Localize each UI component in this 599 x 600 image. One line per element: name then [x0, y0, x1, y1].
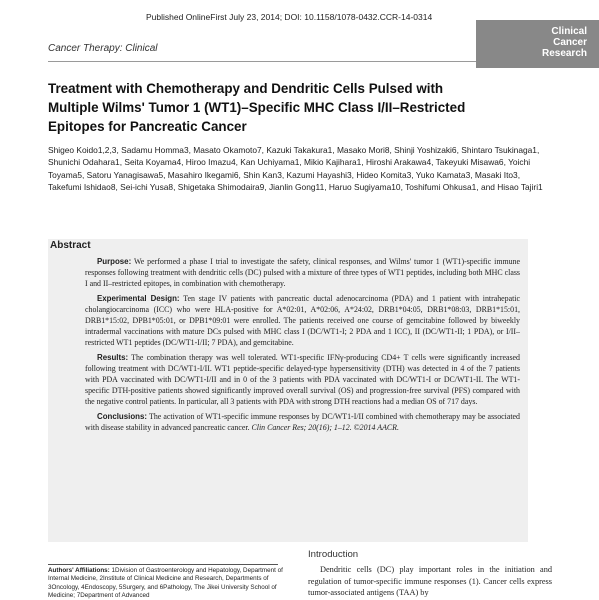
results-text: The combination therapy was well tolerated. WT1-specific IFNγ-producing CD4+ T cells were significantly increased following treatment with DC/WT1-I/II. WT1 peptide-specific delayed-type hypersensitivity (DTH) was detected in 4 of the 7 patients with PDA vaccinated with DC/WT1-I/II and in 0 of the 3 patients with PDA vaccinated with DC/WT1-I or DC/WT1-II. The WT1-specific DTH-positive patients showed significantly improved overall survival (OS) and progression-free survival (PFS) compared with the negative control patients. In particular, all 3 patients with PDA with strong DTH reactions had a median OS of 717 days.: [85, 352, 520, 407]
conclusions-text: The activation of WT1-specific immune responses by DC/WT1-I/II combined with chemotherapy may be associated with disease stability in advanced pancreatic cancer.: [85, 411, 520, 432]
abstract-design: [85, 293, 520, 349]
purpose-label: Purpose:: [97, 257, 132, 266]
abstract-heading: Abstract: [50, 240, 91, 251]
design-text: Ten stage IV patients with pancreatic ductal adenocarcinoma (PDA) and 1 patient with intrahepatic cholangiocarcinoma (ICC) who were HLA-positive for A*02:01, A*02:06, A*24:02, DRB1*04:05, DRB1*08:03, DRB1*15:01, DRB1*15:02, DPB1*05:01, or DPB1*09:01 were enrolled. The patients received one course of gemcitabine followed by biweekly intradermal vaccinations with mature DCs pulsed with MHC class I (DC/WT1-I; 2 PDA and 1 ICC), II (DC/WT1-II; 1 PDA), or I/II–restricted WT1 peptides (DC/WT1-I/II; 7 PDA), and gemcitabine.: [85, 293, 520, 348]
journal-name-line-1: Clinical: [551, 26, 587, 37]
footnote-divider: [48, 564, 278, 565]
page-header: [0, 0, 599, 70]
conclusions-label: Conclusions:: [97, 411, 147, 421]
abstract-body: [85, 256, 520, 436]
design-label: Experimental Design:: [97, 293, 180, 303]
results-label: Results:: [97, 352, 129, 362]
journal-logo: [476, 20, 599, 68]
introduction-text: Dendritic cells (DC) play important roles in the initiation and regulation of tumor-specific immune responses (1). Cancer cells express tumor-associated antigens (TAA) by: [308, 565, 552, 597]
journal-name-line-2: Cancer: [553, 37, 587, 48]
author-list: Shigeo Koido1,2,3, Sadamu Homma3, Masato Okamoto7, Kazuki Takakura1, Masako Mori8, Shinji Yoshizaki6, Shintaro Tsukinaga1, Shunichi Odahara1, Seita Koyama4, Hiroo Imazu4, Kan Uchiyama1, Mikio Kajihara1, Hiroshi Arakawa4, Takeyuki Misawa6, Yoichi Toyama5, Satoru Yanagisawa5, Masahiro Ikegami6, Shin Kan3, Kazumi Hayashi3, Hideo Komita3, Yuko Kamata3, Masaki Ito3, Takefumi Ishidao8, Sei-ichi Yusa8, Shigetaka Shimodaira9, Jianlin Gong11, Haruo Sugiyama10, Toshifumi Ohkusa1, and Hisao Tajiri1: [48, 145, 543, 193]
section-divider: [48, 61, 476, 62]
abstract-purpose: [85, 256, 520, 290]
affiliations-text: 1Division of Gastroenterology and Hepatology, Department of Internal Medicine, 2Institute of Clinical Medicine and Research, Departments of 3Oncology, 4Endoscopy, 5Surgery, and 6Pathology, The Jikei University School of Medicine; 7Department of Advanced: [48, 567, 283, 599]
section-label: Cancer Therapy: Clinical: [48, 43, 158, 54]
author-affiliations: [48, 567, 288, 600]
publication-line: Published OnlineFirst July 23, 2014; DOI: 10.1158/1078-0432.CCR-14-0314: [146, 12, 433, 22]
purpose-text: We performed a phase I trial to investigate the safety, clinical responses, and Wilms' tumor 1 (WT1)-specific immune responses following treatment with dendritic cells (DC) pulsed with a mixture of three types of WT1 peptides, including both MHC class I and II–restricted epitopes, in combination with chemotherapy.: [85, 257, 520, 289]
introduction-heading: Introduction: [308, 549, 359, 560]
abstract-results: [85, 352, 520, 408]
citation: Clin Cancer Res; 20(16); 1–12. ©2014 AACR.: [249, 422, 399, 432]
article-title: Treatment with Chemotherapy and Dendritic Cells Pulsed with Multiple Wilms' Tumor 1 (WT1)–Specific MHC Class I/II–Restricted Epitopes for Pancreatic Cancer: [48, 81, 466, 134]
abstract-conclusions: [85, 411, 520, 433]
journal-name-line-3: Research: [541, 48, 587, 59]
affiliations-label: Authors' Affiliations:: [48, 567, 110, 574]
